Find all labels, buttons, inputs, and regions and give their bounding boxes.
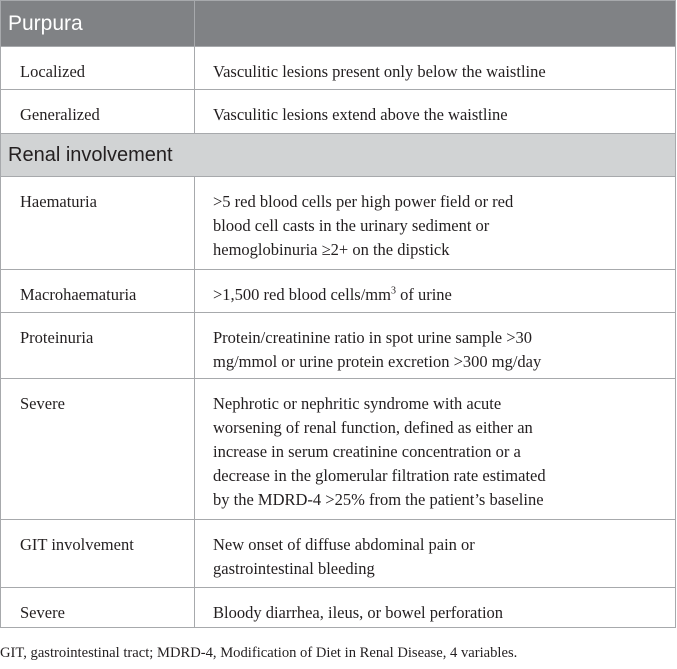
description-line: mg/mmol or urine protein excretion >300 mg/day	[213, 352, 542, 371]
row-description	[195, 270, 676, 313]
description-line: Nephrotic or nephritic syndrome with acute	[213, 394, 502, 413]
row-label: Severe	[1, 379, 195, 520]
row-description	[195, 313, 676, 379]
table-row	[1, 520, 676, 588]
table-row	[1, 90, 676, 134]
table-row	[1, 588, 676, 628]
description-text: >1,500 red blood cells/mm	[213, 285, 391, 304]
table-row	[1, 47, 676, 90]
row-description	[195, 520, 676, 588]
row-description	[195, 379, 676, 520]
table-row	[1, 177, 676, 270]
section-header-renal	[1, 134, 676, 177]
row-label: GIT involvement	[1, 520, 195, 588]
description-line: decrease in the glomerular filtration rate estimated	[213, 466, 546, 485]
description-line: Protein/creatinine ratio in spot urine sample >30	[213, 328, 533, 347]
row-label: Proteinuria	[1, 313, 195, 379]
description-text: of urine	[395, 285, 452, 304]
section-title-renal: Renal involvement	[1, 134, 676, 177]
row-label: Haematuria	[1, 177, 195, 270]
row-label: Severe	[1, 588, 195, 628]
row-description: Vasculitic lesions present only below the waistline	[195, 47, 676, 90]
description-line: New onset of diffuse abdominal pain or	[213, 535, 475, 554]
description-line: increase in serum creatinine concentration or a	[213, 442, 521, 461]
superscript: 3	[390, 285, 396, 297]
table-row	[1, 270, 676, 313]
description-line: blood cell casts in the urinary sediment or	[213, 216, 490, 235]
description-line: worsening of renal function, defined as either an	[213, 418, 533, 437]
row-description: Vasculitic lesions extend above the waistline	[195, 90, 676, 134]
table-row	[1, 379, 676, 520]
section-header-blank	[195, 1, 676, 47]
description-line: hemoglobinuria ≥2+ on the dipstick	[213, 240, 450, 259]
description-line: gastrointestinal bleeding	[213, 559, 375, 578]
table-footnote: GIT, gastrointestinal tract; MDRD-4, Modification of Diet in Renal Disease, 4 variables.	[0, 645, 518, 661]
row-label: Macrohaematuria	[1, 270, 195, 313]
description-line: by the MDRD-4 >25% from the patient’s baseline	[213, 490, 544, 509]
row-description	[195, 177, 676, 270]
description-line: >5 red blood cells per high power field or red	[213, 192, 514, 211]
row-label: Localized	[1, 47, 195, 90]
row-description: Bloody diarrhea, ileus, or bowel perforation	[195, 588, 676, 628]
table-row	[1, 313, 676, 379]
section-header-purpura	[1, 1, 676, 47]
section-title-purpura: Purpura	[1, 1, 195, 47]
row-label: Generalized	[1, 90, 195, 134]
